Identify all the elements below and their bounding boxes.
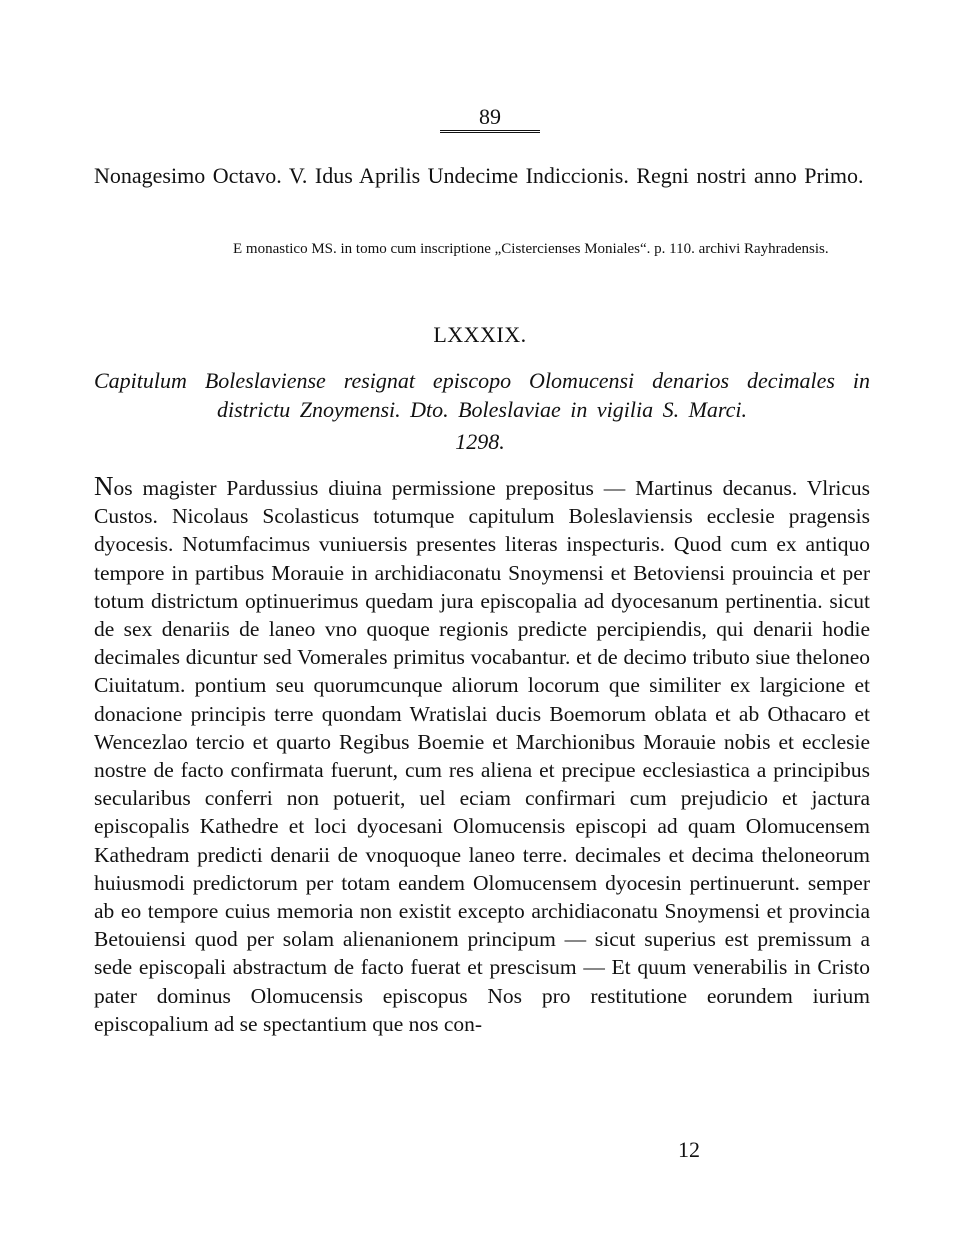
previous-document-dating: Nonagesimo Octavo. V. Idus Aprilis Undecime Indiccionis. Regni nostri anno Primo.	[94, 163, 864, 188]
sheet-signature: 12	[678, 1137, 700, 1162]
document-text	[94, 473, 870, 1038]
page-number-rule	[440, 130, 540, 133]
document-regest: Capitulum Boleslaviense resignat episcopo Olomucensi denarios decimales in districtu Znoymensi. Dto. Boleslaviae in vigilia S. Marci.	[94, 368, 870, 422]
page-number: 89	[479, 104, 501, 129]
source-note: E monastico MS. in tomo cum inscriptione „Cistercienses Moniales“. p. 110. archivi Rayhradensis.	[233, 241, 829, 257]
document-body: os magister Pardussius diuina permissione prepositus — Martinus decanus. Vlricus Custos. Nicolaus Scolasticus totumque capitulum Boleslaviensis ecclesie pragensis dyocesis. Notumfacimus vuniuersis presentes literas inspecturis. Quod cum ex antiquo tempore in partibus Morauie in archidiaconatu Snoymensi et Betoviensi prouincia et per totum districtum optinuerimus quedam jura episcopalia ad dyocesanum pertinentia. sicut de sex denariis de laneo vno quoque regionis predicte percipiendis, qui denarii hodie decimales dicuntur sed Vomerales primitus vocabantur. et de decimo tributo siue theloneo Ciuitatum. pontium seu quorumcunque aliorum locorum que similiter ex largicione et donacione principis terre quondam Wratislai ducis Boemorum oblata et ab Othacaro et Wencezlao tercio et quarto Regibus Boemie et Marchionibus Morauie nobis et ecclesie nostre de facto confirmata fuerunt, cum res aliena et precipue ecclesiastica a principibus secularibus conferri non potuerit, uel eciam confirmari cum prejudicio et jactura episcopalis Kathedre et loci dyocesani Olomucensis episcopi ad quam Olomucensem Kathedram predicti denarii de vnoquoque laneo terre. decimales et decima theloneorum huiusmodi predictorum per totam eandem Olomucensem dyocesin pertinuerunt. semper ab eo tempore cuius memoria non existit excepto archidiaconatu Snoymensi et provincia Betouiensi quod per solam alienanionem principum — sicut superius est premissum a sede episcopali abstractum de facto fuerat et prescisum — Et quum venerabilis in Cristo pater dominus Olomucensis episcopus Nos pro restitutione eorundem iurium episcopalium ad se spectantium que nos con-	[94, 476, 870, 1036]
document-year: 1298.	[455, 429, 505, 454]
drop-initial: N	[94, 471, 114, 501]
document-number: LXXXIX.	[433, 322, 527, 347]
